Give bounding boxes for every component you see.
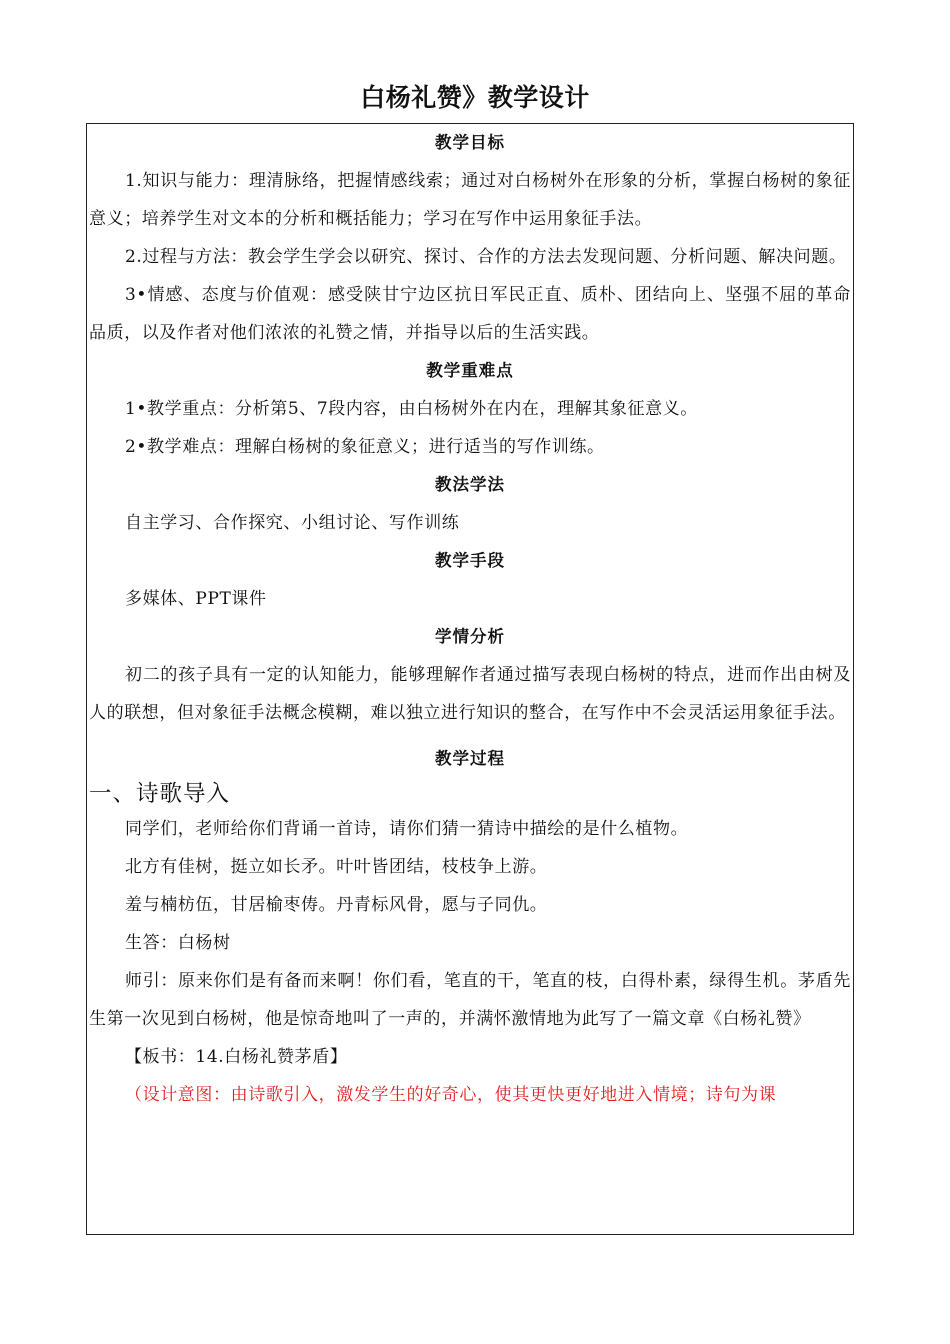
heading-teaching-goals: 教学目标 — [435, 133, 505, 152]
poem-line-2: 羞与楠枋伍，甘居榆枣俦。丹青标风骨，愿与子同仇。 — [125, 895, 548, 915]
heading-teaching-means: 教学手段 — [435, 551, 505, 570]
heading-student-analysis: 学情分析 — [435, 627, 505, 646]
design-intent-note: （设计意图：由诗歌引入，激发学生的好奇心，使其更快更好地进入情境；诗句为课 — [125, 1085, 777, 1105]
goal-emotion-values: 3•情感、态度与价值观：感受陕甘宁边区抗日军民正直、质朴、团结向上、坚强不屈的革命品质，以及作者对他们浓浓的礼赞之情，并指导以后的生活实践。 — [89, 285, 851, 343]
spacer — [89, 732, 851, 740]
section-poem-intro-title: 一、诗歌导入 — [89, 781, 231, 807]
lesson-plan-table — [86, 123, 854, 1235]
student-analysis-text: 初二的孩子具有一定的认知能力，能够理解作者通过描写表现白杨树的特点，进而作出由树及人的联想，但对象征手法概念模糊，难以独立进行知识的整合，在写作中不会灵活运用象征手法。 — [89, 665, 851, 723]
table-cell — [87, 124, 853, 1114]
goal-process-method: 2.过程与方法：教会学生学会以研究、探讨、合作的方法去发现问题、分析问题、解决问题。 — [125, 247, 847, 267]
teacher-intro-paragraph: 师引：原来你们是有备而来啊！你们看，笔直的干，笔直的枝，白得朴素，绿得生机。茅盾先生第一次见到白杨树，他是惊奇地叫了一声的，并满怀激情地为此写了一篇文章《白杨礼赞》 — [89, 971, 851, 1029]
goal-knowledge-ability: 1.知识与能力：理清脉络，把握情感线索；通过对白杨树外在形象的分析，掌握白杨树的象征意义；培养学生对文本的分析和概括能力；学习在写作中运用象征手法。 — [89, 171, 851, 229]
heading-key-difficult-points: 教学重难点 — [426, 361, 514, 380]
teaching-methods-text: 自主学习、合作探究、小组讨论、写作训练 — [125, 513, 460, 533]
difficult-point: 2•教学难点：理解白杨树的象征意义；进行适当的写作训练。 — [125, 437, 605, 457]
heading-teaching-methods: 教法学法 — [435, 475, 505, 494]
document-title: 白杨礼赞》教学设计 — [360, 83, 590, 112]
key-point: 1•教学重点：分析第5、7段内容，由白杨树外在内在，理解其象征意义。 — [125, 399, 698, 419]
poem-line-1: 北方有佳树，挺立如长矛。叶叶皆团结，枝枝争上游。 — [125, 857, 548, 877]
board-writing: 【板书：14.白杨礼赞茅盾】 — [125, 1047, 348, 1067]
student-answer-line: 生答：白杨树 — [125, 933, 231, 953]
teaching-means-text: 多媒体、PPT课件 — [125, 589, 267, 609]
teacher-prompt-line: 同学们，老师给你们背诵一首诗，请你们猜一猜诗中描绘的是什么植物。 — [125, 819, 689, 839]
heading-teaching-process: 教学过程 — [435, 749, 505, 768]
